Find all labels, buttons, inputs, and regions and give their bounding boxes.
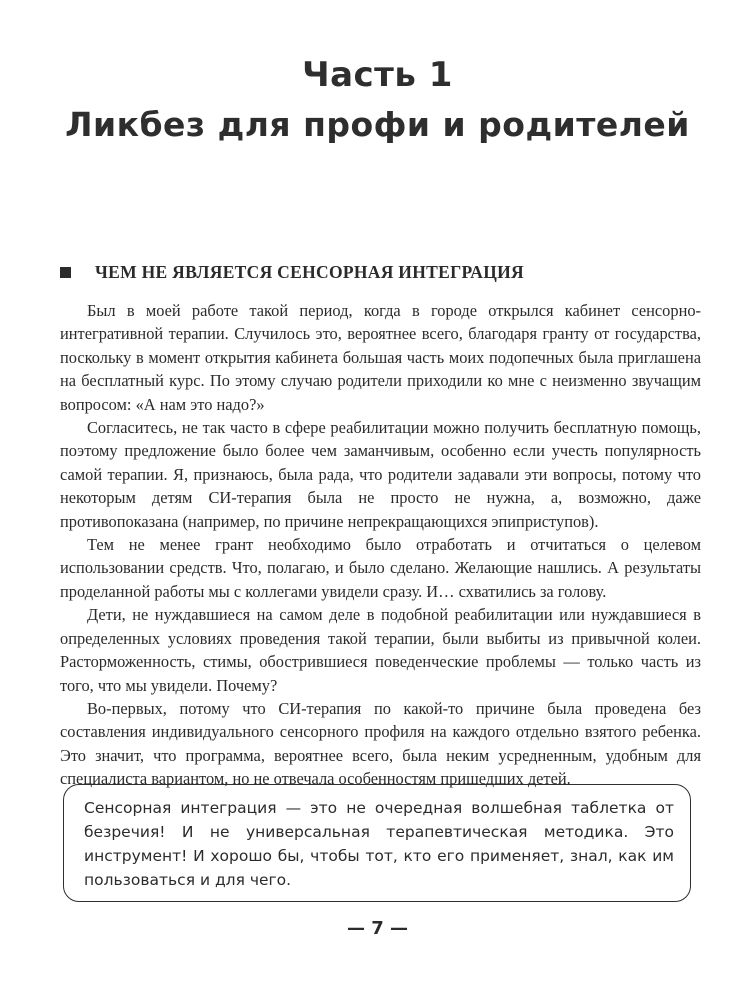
body-text [60,299,701,791]
page-number: — 7 — [346,918,409,939]
callout-box [63,784,691,902]
callout-text: Сенсорная интеграция — это не очередная волшебная таблетка от безречия! И не универсальная терапевтическая методика. Это инструмент! И хорошо бы, чтобы тот, кто его применяет, знал, как им пользоваться и для чего. [84,799,674,889]
section-title: ЧЕМ НЕ ЯВЛЯЕТСЯ СЕНСОРНАЯ ИНТЕГРАЦИЯ [95,262,524,282]
square-bullet-icon [60,267,71,278]
part-heading [0,52,755,148]
paragraph: Согласитесь, не так часто в сфере реабилитации можно получить бесплатную помощь, поэтому предложение было более чем заманчивым, особенно если учесть популярность самой терапии. Я, признаюсь, была рада, что родители задавали эти вопросы, потому что некоторым детям СИ-терапия была не просто не нужна, а, возможно, даже противопоказана (например, по причине непрекращающихся эпиприступов). [60,418,701,531]
paragraph: Был в моей работе такой период, когда в городе открылся кабинет сенсорно-интегративной терапии. Случилось это, вероятнее всего, благодаря гранту от государства, поскольку в момент открытия кабинета большая часть моих подопечных была приглашена на бесплатный курс. По этому случаю родители приходили ко мне с неизменно звучащим вопросом: «А нам это надо?» [60,301,701,414]
paragraph: Тем не менее грант необходимо было отработать и отчитаться о целевом использовании средств. Что, полагаю, и было сделано. Желающие нашлись. А результаты проделанной работы мы с коллегами увидели сразу. И… схватились за голову. [60,535,701,601]
section-heading [60,262,700,283]
part-title: Ликбез для профи и родителей [65,105,690,144]
part-label: Часть 1 [302,55,453,95]
paragraph: Во-первых, потому что СИ-терапия по какой-то причине была проведена без составления индивидуального сенсорного профиля на каждого отдельно взятого ребенка. Это значит, что программа, вероятнее всего, была неким усредненным, удобным для специалиста вариантом, но не отвечала особенностям пришедших детей. [60,698,701,789]
paragraph: Дети, не нуждавшиеся на самом деле в подобной реабилитации или нуждавшиеся в определенных условиях проведения такой терапии, были выбиты из привычной колеи. Расторможенность, стимы, обострившиеся поведенческие проблемы — только часть из того, что мы увидели. Почему? [60,605,701,695]
